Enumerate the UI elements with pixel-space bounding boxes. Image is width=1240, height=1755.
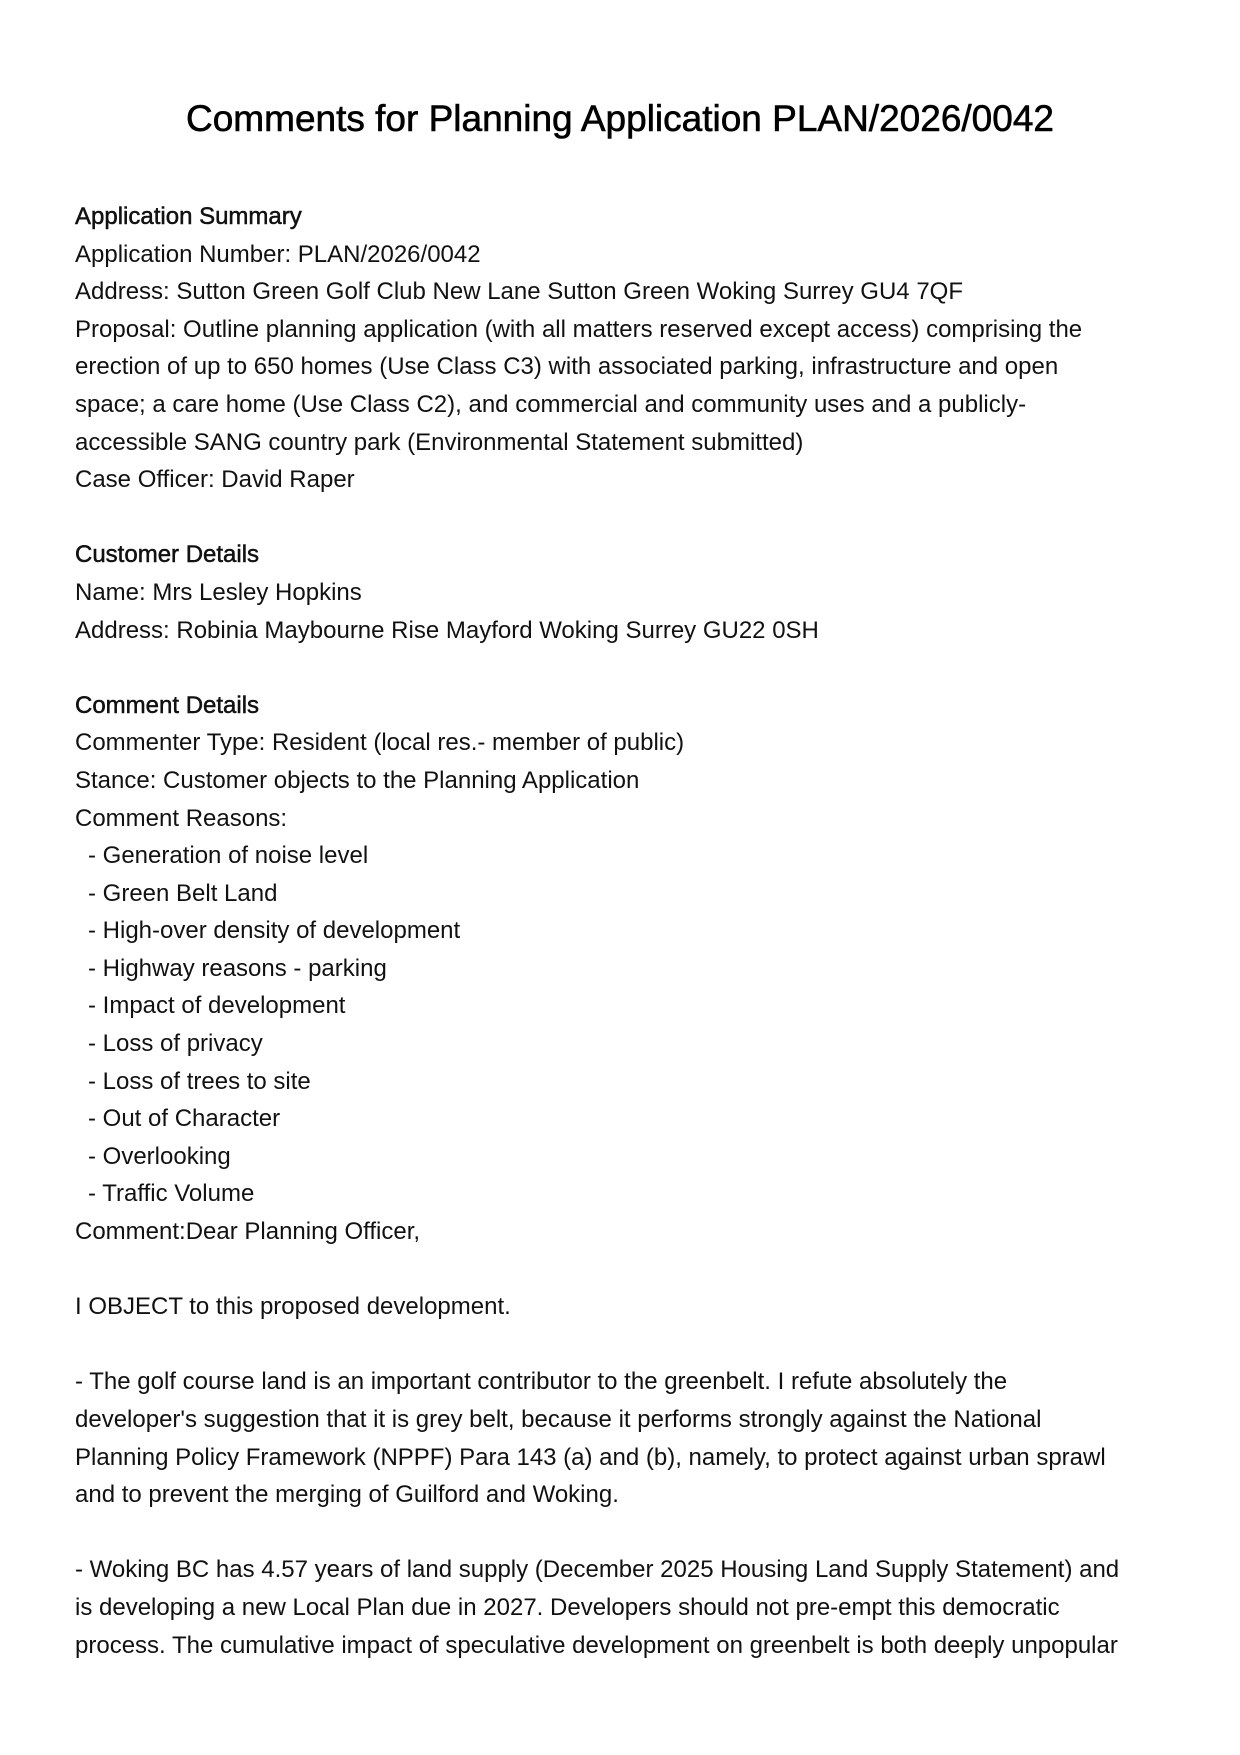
comment-reason-item: - Loss of trees to site	[88, 1067, 311, 1095]
application-summary-heading: Application Summary	[75, 203, 302, 230]
comment-reason-item: - Generation of noise level	[88, 842, 369, 870]
comment-paragraph-2-line: - Woking BC has 4.57 years of land supply (December 2025 Housing Land Supply Statement) and	[75, 1556, 1120, 1584]
page-title: Comments for Planning Application PLAN/2026/0042	[186, 98, 1054, 139]
application-number: Application Number: PLAN/2026/0042	[75, 240, 481, 268]
proposal-line: space; a care home (Use Class C2), and commercial and community uses and a publicly-	[75, 390, 1027, 418]
comment-paragraph-1-line: - The golf course land is an important contributor to the greenbelt. I refute absolutely the	[75, 1368, 1008, 1396]
comment-paragraph-1-line: developer's suggestion that it is grey belt, because it performs strongly against the National	[75, 1406, 1042, 1433]
commenter-type: Commenter Type: Resident (local res.- member of public)	[75, 729, 685, 757]
application-address: Address: Sutton Green Golf Club New Lane Sutton Green Woking Surrey GU4 7QF	[75, 278, 963, 306]
paragraph-spacer	[75, 1326, 1185, 1364]
comment-paragraph-2-line: process. The cumulative impact of speculative development on greenbelt is both deeply unpopular	[75, 1631, 1118, 1659]
comment-reasons-label: Comment Reasons:	[75, 804, 288, 832]
comment-reason-item: - Overlooking	[88, 1142, 231, 1170]
paragraph-spacer	[75, 1251, 1185, 1289]
case-officer: Case Officer: David Raper	[75, 466, 355, 494]
section-spacer	[75, 649, 1185, 687]
section-spacer	[75, 499, 1185, 537]
comment-details-heading: Comment Details	[75, 691, 260, 719]
comment-reason-item: - Impact of development	[88, 992, 346, 1020]
comment-reason-item: - Out of Character	[88, 1105, 281, 1133]
comment-reason-item: - Green Belt Land	[88, 879, 278, 907]
comment-paragraph-1-line: and to prevent the merging of Guilford and Woking.	[75, 1481, 619, 1509]
objection-statement: I OBJECT to this proposed development.	[75, 1293, 511, 1321]
comment-paragraph-2-line: is developing a new Local Plan due in 2027. Developers should not pre-empt this democratic	[75, 1593, 1060, 1621]
proposal-line: erection of up to 650 homes (Use Class C3) with associated parking, infrastructure and open	[75, 353, 1059, 381]
comment-reason-item: - Traffic Volume	[88, 1180, 255, 1208]
stance: Stance: Customer objects to the Planning Application	[75, 766, 640, 794]
proposal-line: Proposal: Outline planning application (with all matters reserved except access) comprising the	[75, 315, 1083, 343]
comment-paragraph-1-line: Planning Policy Framework (NPPF) Para 143 (a) and (b), namely, to protect against urban sprawl	[75, 1443, 1106, 1471]
customer-name: Name: Mrs Lesley Hopkins	[75, 578, 362, 606]
proposal-line: accessible SANG country park (Environmental Statement submitted)	[75, 428, 804, 456]
paragraph-spacer	[75, 1514, 1185, 1552]
comment-reason-item: - High-over density of development	[88, 917, 461, 945]
customer-details-heading: Customer Details	[75, 541, 260, 569]
comment-intro: Comment:Dear Planning Officer,	[75, 1218, 421, 1246]
document-body	[75, 198, 1185, 1664]
customer-address: Address: Robinia Maybourne Rise Mayford Woking Surrey GU22 0SH	[75, 616, 819, 644]
comment-reason-item: - Loss of privacy	[88, 1030, 263, 1058]
comment-reason-item: - Highway reasons - parking	[88, 954, 387, 982]
